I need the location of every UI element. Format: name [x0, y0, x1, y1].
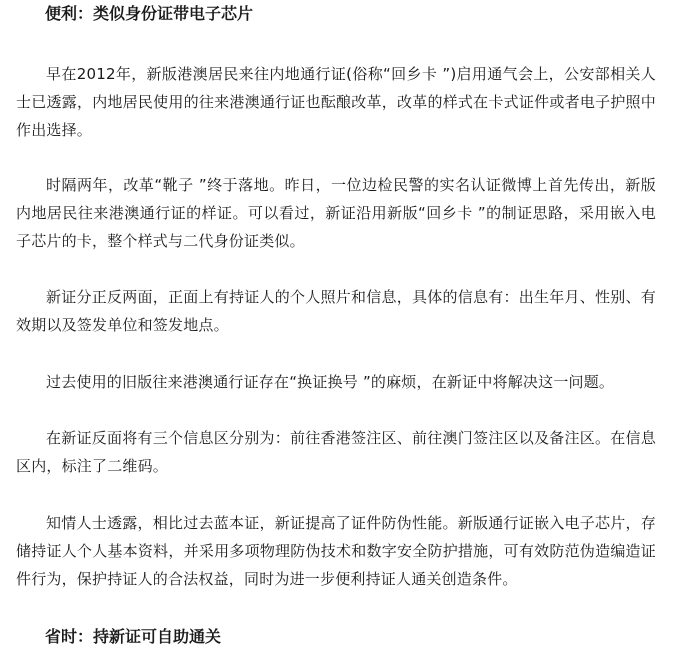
paragraph: 早在2012年，新版港澳居民来往内地通行证(俗称“回乡卡 ”)启用通气会上，公安部相关人士已透露，内地居民使用的往来港澳通行证也酝酿改革，改革的样式在卡式证件或者电子护照中作出选择。	[16, 65, 656, 139]
paragraph: 知情人士透露，相比过去蓝本证，新证提高了证件防伪性能。新版通行证嵌入电子芯片，存储持证人个人基本资料，并采用多项物理防伪技术和数字安全防护措施，可有效防范伪造编造证件行为，保护持证人的合法权益，同时为进一步便利持证人通关创造条件。	[16, 514, 656, 588]
paragraph: 过去使用的旧版往来港澳通行证存在“换证换号 ”的麻烦，在新证中将解决这一问题。	[46, 373, 615, 391]
section-heading-time-saving: 省时：持新证可自助通关	[45, 627, 222, 646]
section-heading-convenience: 便利：类似身份证带电子芯片	[45, 4, 254, 23]
paragraph: 在新证反面将有三个信息区分别为：前往香港签注区、前往澳门签注区以及备注区。在信息区内，标注了二维码。	[16, 429, 656, 475]
paragraph: 时隔两年，改革“靴子 ”终于落地。昨日，一位边检民警的实名认证微博上首先传出，新版内地居民往来港澳通行证的样证。可以看过，新证沿用新版“回乡卡 ”的制证思路，采用嵌入电子芯片的卡，整个样式与二代身份证类似。	[16, 176, 656, 250]
paragraph: 新证分正反两面，正面上有持证人的个人照片和信息，具体的信息有：出生年月、性别、有效期以及签发单位和签发地点。	[16, 288, 656, 334]
